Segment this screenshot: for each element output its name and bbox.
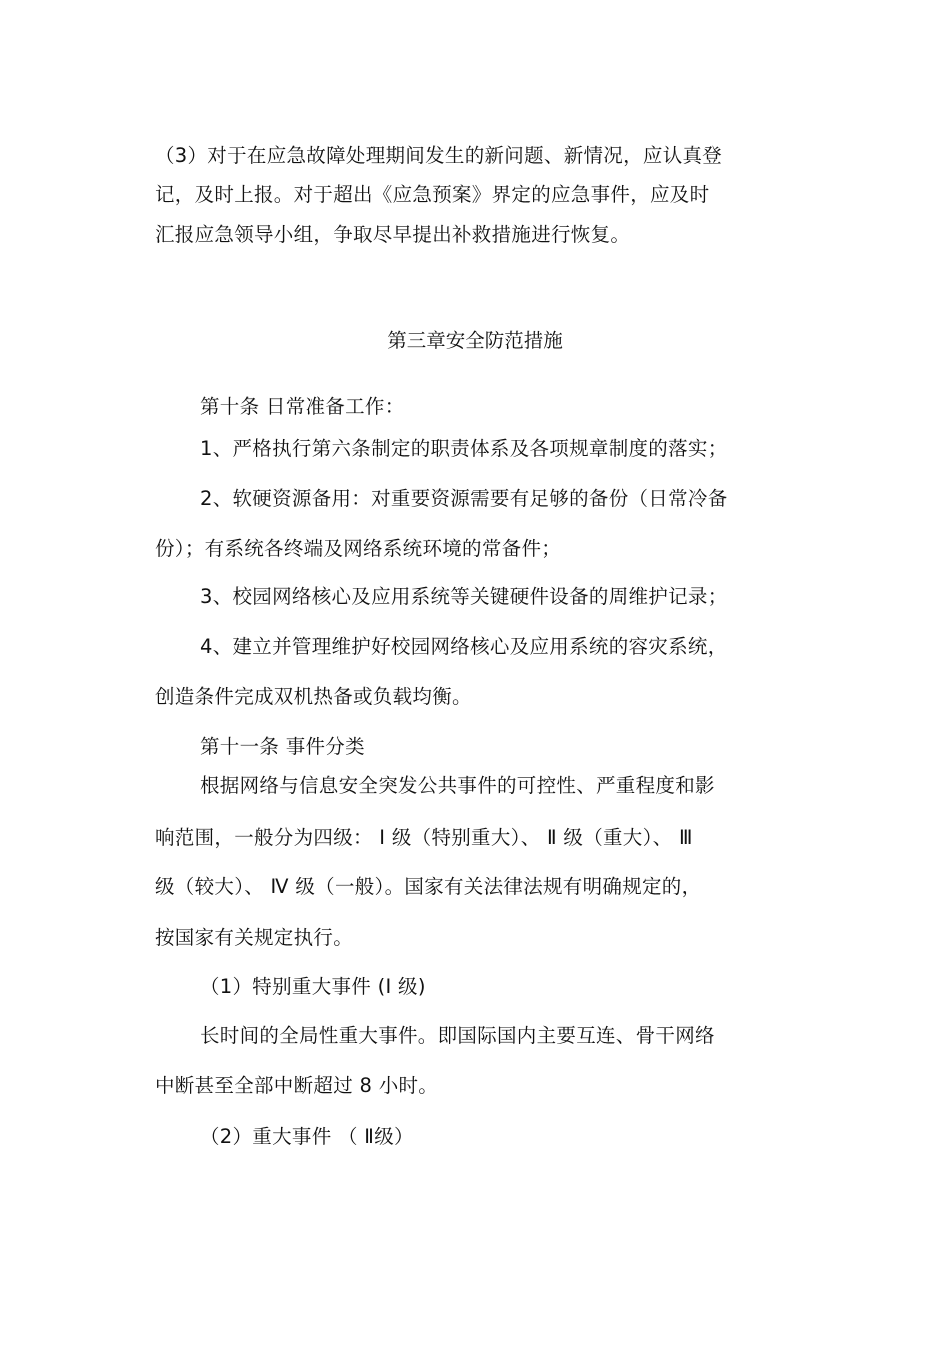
article10-item1: 1、严格执行第六条制定的职责体系及各项规章制度的落实； xyxy=(200,437,728,460)
article10-item2-line1: 2、软硬资源备用：对重要资源需要有足够的备份（日常冷备 xyxy=(200,487,728,510)
level2-title: （2）重大事件 （ Ⅱ级） xyxy=(200,1125,414,1148)
article11-desc-line3: 级（较大）、 Ⅳ 级（一般）。国家有关法律法规有明确规定的， xyxy=(155,875,702,898)
article11-title: 第十一条 事件分类 xyxy=(200,735,365,758)
article11-desc-line4: 按国家有关规定执行。 xyxy=(155,926,354,949)
para3-line2: 记，及时上报。对于超出《应急预案》界定的应急事件，应及时 xyxy=(155,183,710,206)
level1-line1: 长时间的全局性重大事件。即国际国内主要互连、骨干网络 xyxy=(200,1024,715,1047)
article10-item4-line2: 创造条件完成双机热备或负载均衡。 xyxy=(155,685,472,708)
chapter-title: 第三章安全防范措施 xyxy=(387,329,563,352)
para3-line1: （3）对于在应急故障处理期间发生的新问题、新情况，应认真登 xyxy=(155,144,723,167)
article11-desc-line2: 响范围，一般分为四级： Ⅰ 级（特别重大）、 Ⅱ 级（重大）、 Ⅲ xyxy=(155,826,693,849)
article10-title: 第十条 日常准备工作： xyxy=(200,395,405,418)
article10-item3: 3、校园网络核心及应用系统等关键硬件设备的周维护记录； xyxy=(200,585,728,608)
article10-item4-line1: 4、建立并管理维护好校园网络核心及应用系统的容灾系统， xyxy=(200,635,728,658)
article11-desc-line1: 根据网络与信息安全突发公共事件的可控性、严重程度和影 xyxy=(200,774,715,797)
level1-line2: 中断甚至全部中断超过 8 小时。 xyxy=(155,1074,439,1097)
level1-title: （1）特别重大事件 (Ⅰ 级) xyxy=(200,975,426,998)
article10-item2-line2: 份）；有系统各终端及网络系统环境的常备件； xyxy=(155,537,562,560)
para3-line3: 汇报应急领导小组，争取尽早提出补救措施进行恢复。 xyxy=(155,223,631,246)
